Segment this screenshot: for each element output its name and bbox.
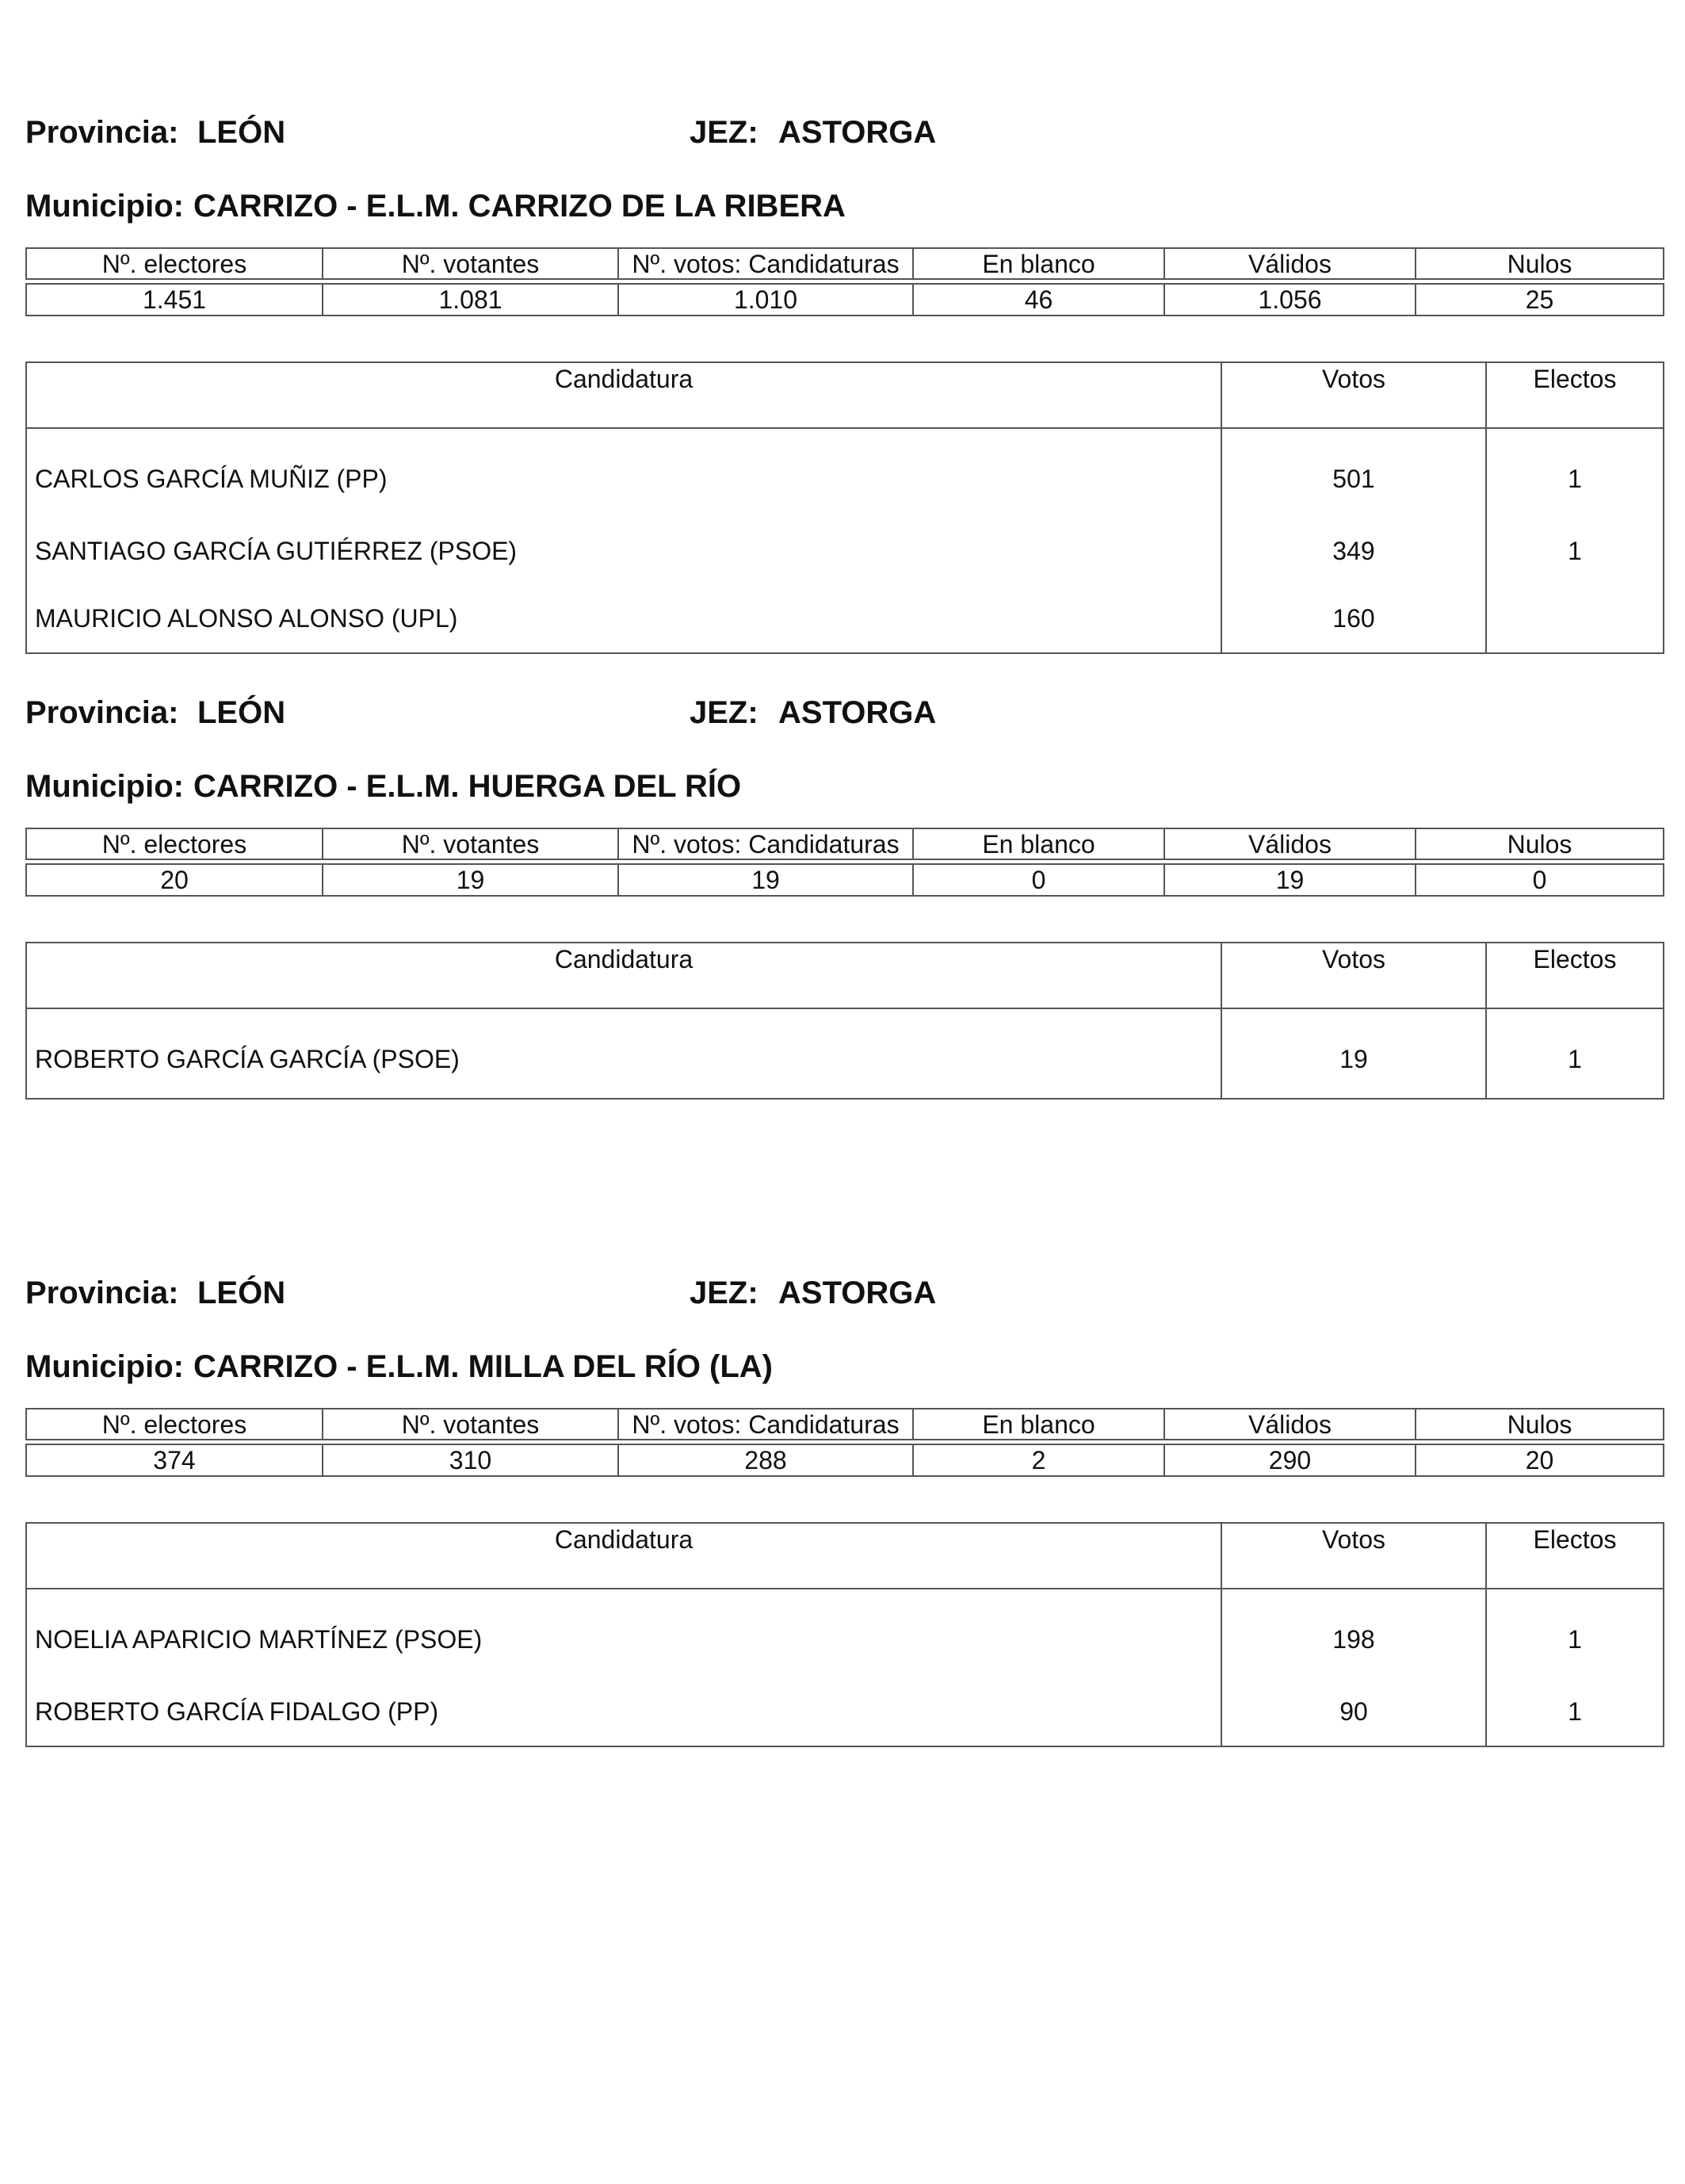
provincia-value: LEÓN <box>197 1276 286 1310</box>
summary-value-cell: 1.081 <box>323 284 618 316</box>
municipio-value: CARRIZO - E.L.M. CARRIZO DE LA RIBERA <box>193 189 846 224</box>
summary-value-cell: 1.451 <box>26 284 323 316</box>
candidate-electos <box>1486 585 1664 653</box>
summary-value-cell: 310 <box>323 1444 618 1476</box>
municipio-title <box>25 182 855 230</box>
summary-value-row <box>26 284 1664 316</box>
candidate-electos: 1 <box>1486 428 1664 518</box>
summary-header-cell: Válidos <box>1164 828 1416 859</box>
summary-header-row <box>26 248 1664 279</box>
summary-header-cell: En blanco <box>913 828 1164 859</box>
jez-label: JEZ: <box>690 1276 758 1310</box>
municipio-value: CARRIZO - E.L.M. MILLA DEL RÍO (LA) <box>193 1349 774 1384</box>
provincia-label: Provincia: <box>25 695 179 730</box>
summary-value-cell: 19 <box>618 864 913 896</box>
candidate-electos: 1 <box>1486 1678 1664 1746</box>
summary-header-cell: Nulos <box>1416 1409 1664 1440</box>
summary-table <box>25 1408 1664 1477</box>
summary-value-row <box>26 1444 1664 1476</box>
candidatura-header: Candidatura <box>26 1523 1221 1589</box>
candidatura-header: Candidatura <box>26 943 1221 1008</box>
summary-value-cell: 374 <box>26 1444 323 1476</box>
candidate-votos: 19 <box>1221 1008 1486 1099</box>
summary-value-row <box>26 864 1664 896</box>
summary-header-cell: Nº. votantes <box>323 1409 618 1440</box>
summary-header-cell: Nº. votantes <box>323 828 618 859</box>
municipio-title <box>25 763 751 810</box>
summary-table <box>25 247 1664 316</box>
candidates-table <box>25 361 1664 654</box>
summary-value-cell: 19 <box>323 864 618 896</box>
summary-header-cell: Nulos <box>1416 828 1664 859</box>
candidate-row <box>26 1678 1664 1746</box>
candidate-name: MAURICIO ALONSO ALONSO (UPL) <box>26 585 1221 653</box>
summary-header-cell: En blanco <box>913 1409 1164 1440</box>
provincia-label: Provincia: <box>25 115 179 150</box>
candidate-electos: 1 <box>1486 518 1664 585</box>
candidate-votos: 198 <box>1221 1589 1486 1678</box>
candidate-name: ROBERTO GARCÍA FIDALGO (PP) <box>26 1678 1221 1746</box>
candidate-row <box>26 585 1664 653</box>
jez-value: ASTORGA <box>778 115 937 150</box>
votos-header: Votos <box>1221 362 1486 428</box>
municipio-label: Municipio: <box>25 1349 184 1384</box>
candidate-electos: 1 <box>1486 1589 1664 1678</box>
candidates-table <box>25 1522 1664 1747</box>
candidate-votos: 501 <box>1221 428 1486 518</box>
provincia-value: LEÓN <box>197 695 286 730</box>
provincia-jez-line <box>25 1269 1663 1317</box>
summary-header-cell: Válidos <box>1164 1409 1416 1440</box>
jez-label: JEZ: <box>690 695 758 730</box>
municipio-label: Municipio: <box>25 769 184 804</box>
summary-header-cell: Nº. votos: Candidaturas <box>618 248 913 279</box>
candidate-row <box>26 518 1664 585</box>
candidate-name: ROBERTO GARCÍA GARCÍA (PSOE) <box>26 1008 1221 1099</box>
candidate-row <box>26 1589 1664 1678</box>
candidate-row <box>26 428 1664 518</box>
provincia-label: Provincia: <box>25 1276 179 1310</box>
summary-table <box>25 828 1664 897</box>
summary-header-cell: Nº. electores <box>26 1409 323 1440</box>
candidate-votos: 160 <box>1221 585 1486 653</box>
municipio-label: Municipio: <box>25 189 184 224</box>
summary-header-cell: En blanco <box>913 248 1164 279</box>
provincia-value: LEÓN <box>197 115 286 150</box>
candidate-name: SANTIAGO GARCÍA GUTIÉRREZ (PSOE) <box>26 518 1221 585</box>
summary-header-cell: Válidos <box>1164 248 1416 279</box>
candidate-row <box>26 1008 1664 1099</box>
provincia-jez-line <box>25 109 1663 156</box>
jez-value: ASTORGA <box>778 1276 937 1310</box>
candidate-votos: 349 <box>1221 518 1486 585</box>
votos-header: Votos <box>1221 943 1486 1008</box>
summary-value-cell: 19 <box>1164 864 1416 896</box>
candidatura-header: Candidatura <box>26 362 1221 428</box>
summary-header-cell: Nulos <box>1416 248 1664 279</box>
electos-header: Electos <box>1486 943 1664 1008</box>
electos-header: Electos <box>1486 362 1664 428</box>
summary-value-cell: 0 <box>1416 864 1664 896</box>
summary-value-cell: 46 <box>913 284 1164 316</box>
summary-header-row <box>26 1409 1664 1440</box>
candidate-name: CARLOS GARCÍA MUÑIZ (PP) <box>26 428 1221 518</box>
jez-label: JEZ: <box>690 115 758 150</box>
candidate-name: NOELIA APARICIO MARTÍNEZ (PSOE) <box>26 1589 1221 1678</box>
candidates-header-row <box>26 362 1664 428</box>
summary-value-cell: 290 <box>1164 1444 1416 1476</box>
candidate-votos: 90 <box>1221 1678 1486 1746</box>
summary-header-cell: Nº. electores <box>26 828 323 859</box>
jez-value: ASTORGA <box>778 695 937 730</box>
summary-value-cell: 25 <box>1416 284 1664 316</box>
candidates-header-row <box>26 1523 1664 1589</box>
municipio-value: CARRIZO - E.L.M. HUERGA DEL RÍO <box>193 769 742 804</box>
summary-value-cell: 2 <box>913 1444 1164 1476</box>
summary-header-cell: Nº. votos: Candidaturas <box>618 828 913 859</box>
summary-value-cell: 1.010 <box>618 284 913 316</box>
summary-value-cell: 20 <box>1416 1444 1664 1476</box>
summary-value-cell: 20 <box>26 864 323 896</box>
candidate-electos: 1 <box>1486 1008 1664 1099</box>
summary-header-row <box>26 828 1664 859</box>
summary-value-cell: 288 <box>618 1444 913 1476</box>
summary-value-cell: 1.056 <box>1164 284 1416 316</box>
summary-value-cell: 0 <box>913 864 1164 896</box>
provincia-jez-line <box>25 689 1663 736</box>
candidates-table <box>25 942 1664 1100</box>
summary-header-cell: Nº. votos: Candidaturas <box>618 1409 913 1440</box>
votos-header: Votos <box>1221 1523 1486 1589</box>
summary-header-cell: Nº. electores <box>26 248 323 279</box>
candidates-header-row <box>26 943 1664 1008</box>
summary-header-cell: Nº. votantes <box>323 248 618 279</box>
electos-header: Electos <box>1486 1523 1664 1589</box>
municipio-title <box>25 1343 782 1390</box>
